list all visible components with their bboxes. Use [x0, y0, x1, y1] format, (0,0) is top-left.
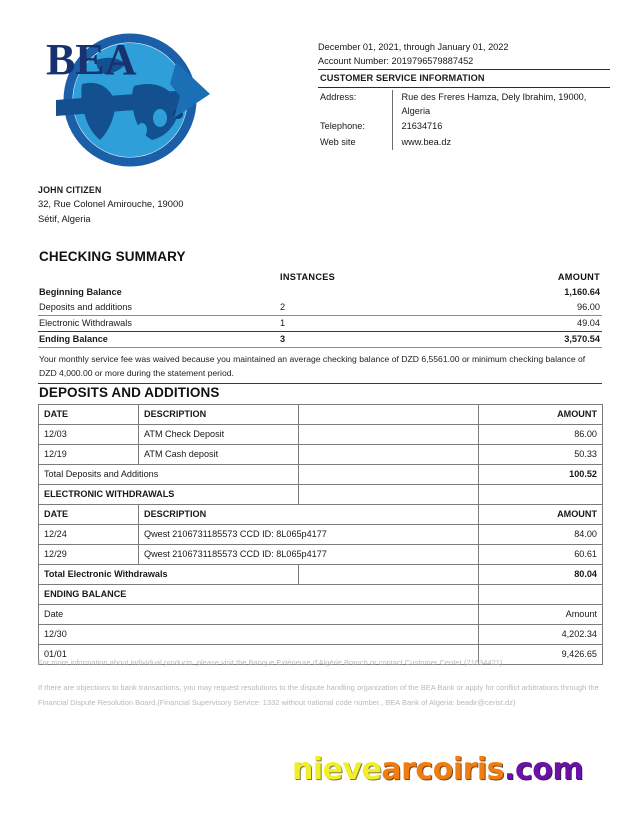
- summary-col-amount: AMOUNT: [557, 271, 600, 282]
- table-row: [38, 331, 602, 347]
- withdrawals-band-spacer: [299, 484, 479, 504]
- withdrawal-amount-1: 84.00: [479, 524, 603, 544]
- summary-amount-beginning-balance: 1,160.64: [564, 287, 600, 297]
- divider-bottom: [318, 87, 610, 88]
- info-value-address: Rue des Freres Hamza, Dely Ibrahim, 19000, Algeria: [392, 90, 610, 119]
- deposits-total-row: [39, 464, 603, 484]
- statement-footer: [38, 655, 604, 720]
- customer-address-line-1: 32, Rue Colonel Amirouche, 19000: [38, 198, 184, 209]
- deposits-col-description: DESCRIPTION: [139, 404, 299, 424]
- customer-address-line-2: Sétif, Algeria: [38, 212, 91, 224]
- ending-balance-title: ENDING BALANCE: [39, 584, 479, 604]
- summary-amount-ending-balance: 3,570.54: [476, 331, 602, 347]
- withdrawals-col-date: DATE: [39, 504, 139, 524]
- withdrawals-band-amount-spacer: [479, 484, 603, 504]
- statement-body: [38, 248, 602, 665]
- summary-label-ending-balance: Ending Balance: [38, 331, 276, 347]
- withdrawal-amount-2: 60.61: [479, 544, 603, 564]
- summary-col-instances: INSTANCES: [280, 271, 336, 282]
- summary-instances-deposits: 2: [276, 300, 476, 316]
- deposits-total-amount: 100.52: [479, 464, 603, 484]
- withdrawals-band-row: [39, 484, 603, 504]
- service-fee-note: Your monthly service fee was waived because you maintained an average checking balance of DZD 6,5561.00 or minimum checking balance of DZD 4,000.00 or more during the statement period.: [39, 353, 586, 378]
- deposits-header-row: [39, 404, 603, 424]
- summary-instances-withdrawals: 1: [276, 315, 476, 331]
- watermark-part-2: arcoiris: [381, 752, 505, 787]
- deposits-total-spacer: [299, 464, 479, 484]
- deposit-amount-1: 86.00: [479, 424, 603, 444]
- summary-blank-header: [38, 269, 276, 285]
- footer-paragraph-1: For more information about individual products, please visit the Banque Extérieure d’Algérie Branch or contact Customer Center (21634421): [38, 658, 503, 667]
- table-row: [318, 135, 610, 151]
- withdrawals-col-description: DESCRIPTION: [139, 504, 479, 524]
- info-label-address: Address:: [320, 92, 357, 102]
- bank-logo: [38, 22, 228, 172]
- ending-balance-col-amount: Amount: [479, 604, 603, 624]
- bea-globe-arrow-icon: [38, 22, 228, 172]
- ending-balance-amount-2: 9,426.65: [479, 644, 603, 664]
- ending-balance-col-date: Date: [39, 604, 479, 624]
- summary-label-beginning-balance: Beginning Balance: [39, 287, 122, 297]
- account-number: Account Number: 2019796579887452: [318, 56, 474, 66]
- table-row: [39, 424, 603, 444]
- ending-balance-band-row: [39, 584, 603, 604]
- watermark-part-3: .com: [504, 752, 584, 787]
- customer-name: JOHN CITIZEN: [38, 185, 102, 195]
- ending-balance-header-row: [39, 604, 603, 624]
- logo-wordmark: BEA: [46, 35, 137, 84]
- deposits-total-label: Total Deposits and Additions: [39, 464, 299, 484]
- deposits-spacer-header: [299, 404, 479, 424]
- deposits-col-date: DATE: [39, 404, 139, 424]
- summary-label-withdrawals: Electronic Withdrawals: [38, 315, 276, 331]
- withdrawal-date-1: 12/24: [39, 524, 139, 544]
- statement-header: [0, 0, 638, 172]
- statement-period: December 01, 2021, through January 01, 2022: [318, 42, 509, 52]
- table-row: [39, 624, 603, 644]
- table-row: [38, 300, 602, 316]
- withdrawals-title: ELECTRONIC WITHDRAWALS: [39, 484, 299, 504]
- customer-address-block: [38, 183, 338, 226]
- table-row: [38, 315, 602, 331]
- header-info-block: [318, 40, 610, 150]
- info-value-website[interactable]: www.bea.dz: [392, 135, 610, 151]
- summary-instances-beginning-balance: [276, 285, 476, 300]
- withdrawals-total-label: Total Electronic Withdrawals: [39, 564, 299, 584]
- customer-service-title: CUSTOMER SERVICE INFORMATION: [320, 73, 485, 83]
- withdrawal-date-2: 12/29: [39, 544, 139, 564]
- summary-amount-deposits: 96.00: [476, 300, 602, 316]
- ending-balance-band-spacer: [479, 584, 603, 604]
- withdrawals-header-row: [39, 504, 603, 524]
- withdrawals-col-amount: AMOUNT: [479, 504, 603, 524]
- deposit-date-2: 12/19: [39, 444, 139, 464]
- table-row: [318, 119, 610, 135]
- table-row: [38, 285, 602, 300]
- deposit-date-1: 12/03: [39, 424, 139, 444]
- withdrawals-total-row: [39, 564, 603, 584]
- checking-summary-table: [38, 269, 602, 348]
- withdrawal-description-2: Qwest 2106731185573 CCD ID: 8L065p4177: [139, 544, 479, 564]
- info-value-telephone: 21634716: [392, 119, 610, 135]
- transactions-table: [38, 404, 603, 665]
- withdrawals-total-amount: 80.04: [479, 564, 603, 584]
- info-label-website: Web site: [320, 136, 356, 147]
- deposits-col-amount: AMOUNT: [479, 404, 603, 424]
- deposit-description-1: ATM Check Deposit: [139, 424, 299, 444]
- table-row: [39, 444, 603, 464]
- summary-header-row: [38, 269, 602, 285]
- table-row: [39, 544, 603, 564]
- customer-service-table: [318, 90, 610, 150]
- withdrawal-description-1: Qwest 2106731185573 CCD ID: 8L065p4177: [139, 524, 479, 544]
- footer-paragraph-2: If there are objections to bank transactions, you may request resolutions to the dispute handling organization of the BEA Bank or apply for conflict arbitrations through the Financial Dispute Resolution Board.(Financial Supervisory Service: 1332 without national code number., BEA Bank of Algeria: beadir@cerist.dz): [38, 682, 599, 707]
- deposit-amount-2: 50.33: [479, 444, 603, 464]
- summary-amount-withdrawals: 49.04: [476, 315, 602, 331]
- checking-summary-title: CHECKING SUMMARY: [39, 249, 186, 264]
- deposit-spacer-2: [299, 444, 479, 464]
- table-row: [39, 524, 603, 544]
- ending-balance-amount-1: 4,202.34: [479, 624, 603, 644]
- deposit-description-2: ATM Cash deposit: [139, 444, 299, 464]
- summary-instances-ending-balance: 3: [276, 331, 476, 347]
- summary-label-deposits: Deposits and additions: [38, 300, 276, 316]
- site-watermark: [292, 752, 583, 787]
- deposits-title: DEPOSITS AND ADDITIONS: [39, 384, 220, 400]
- ending-balance-date-2: 01/01: [39, 644, 479, 664]
- deposit-spacer-1: [299, 424, 479, 444]
- watermark-part-1: nieve: [292, 752, 382, 787]
- table-row: [318, 90, 610, 119]
- info-label-telephone: Telephone:: [320, 121, 365, 131]
- withdrawals-total-spacer: [299, 564, 479, 584]
- ending-balance-date-1: 12/30: [39, 624, 479, 644]
